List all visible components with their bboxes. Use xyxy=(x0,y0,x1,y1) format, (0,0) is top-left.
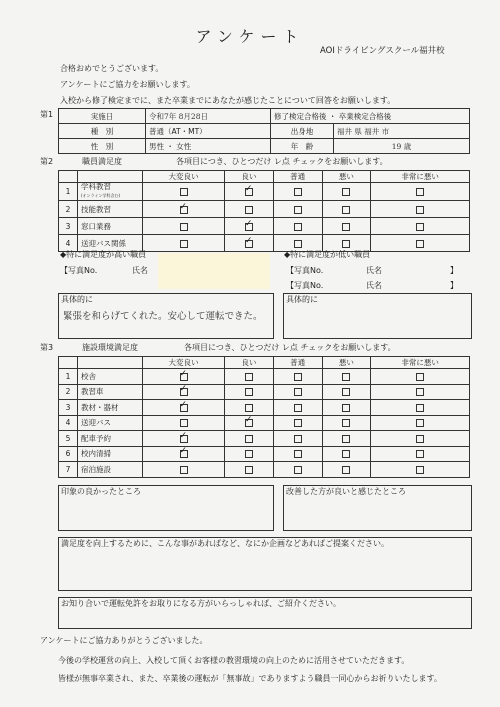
checkbox[interactable] xyxy=(294,223,302,231)
col-good: 良い xyxy=(225,171,274,183)
impl-date-label: 実施日 xyxy=(59,109,146,124)
checkbox[interactable] xyxy=(342,466,350,474)
checkbox[interactable] xyxy=(416,206,424,214)
checkbox[interactable] xyxy=(180,450,188,458)
section2-number: 第2 xyxy=(40,157,54,166)
low-staff-title: ◆特に満足度が低い職員 xyxy=(284,250,371,259)
checkbox[interactable] xyxy=(416,466,424,474)
checkbox[interactable] xyxy=(294,206,302,214)
section1-number: 第1 xyxy=(40,110,54,119)
checkbox[interactable] xyxy=(180,388,188,396)
checkbox[interactable] xyxy=(180,206,188,214)
row-label: 校内清掃 xyxy=(78,446,143,462)
low-close-bracket: 】 xyxy=(450,266,458,275)
table-row xyxy=(59,431,470,447)
row-label: 宿泊施設 xyxy=(78,462,143,478)
row-sublabel: (オンライン学科含む) xyxy=(81,193,121,198)
checkbox[interactable] xyxy=(342,450,350,458)
checkbox[interactable] xyxy=(294,466,302,474)
row-label: 送迎バス関係 xyxy=(78,235,143,252)
high-staff-title: ◆特に満足度が高い職員 xyxy=(60,250,147,259)
section3-instruction: 各項目につき、ひとつだけ レ点 チェックをお願いします。 xyxy=(184,343,396,352)
impression-good-label: 印象の良かったところ xyxy=(61,487,141,496)
checkbox[interactable] xyxy=(294,450,302,458)
greeting-2: アンケートにご協力をお願いします。 xyxy=(60,80,195,89)
low-photo-no: 【写真No. xyxy=(286,266,324,275)
checkbox[interactable] xyxy=(342,419,350,427)
detail-label: 具体的に xyxy=(61,295,93,304)
checkbox[interactable] xyxy=(180,419,188,427)
col-bad: 悪い xyxy=(322,357,371,369)
page-title: アンケート xyxy=(195,27,305,46)
detail-label: 具体的に xyxy=(286,295,318,304)
table-row xyxy=(59,384,470,400)
staff-satisfaction-table xyxy=(58,170,470,252)
row-number: 3 xyxy=(59,218,78,235)
row-label: 校舎 xyxy=(78,369,143,385)
detail-handwriting: 緊張を和らげてくれた。安心して運転できた。 xyxy=(63,311,263,322)
redacted-name xyxy=(158,253,270,289)
checkbox[interactable] xyxy=(416,435,424,443)
col-very-good: 大変良い xyxy=(143,357,225,369)
row-number: 6 xyxy=(59,446,78,462)
table-row xyxy=(59,415,470,431)
referral-box[interactable] xyxy=(58,597,472,629)
kind-label: 種 別 xyxy=(59,124,146,139)
greeting-3: 入校から修了検定までに、また卒業までにあなたが感じたことについて回答をお願いします。 xyxy=(60,96,396,105)
row-number: 1 xyxy=(59,183,78,201)
checkbox[interactable] xyxy=(180,404,188,412)
col-normal: 普通 xyxy=(273,171,322,183)
impression-good-box[interactable] xyxy=(58,485,274,531)
age-value[interactable]: 19 歳 xyxy=(334,139,470,154)
row-number: 5 xyxy=(59,431,78,447)
checkbox[interactable] xyxy=(180,435,188,443)
col-bad: 悪い xyxy=(322,171,371,183)
col-very-bad: 非常に悪い xyxy=(371,357,470,369)
checkbox[interactable] xyxy=(416,388,424,396)
row-label: 配車予約 xyxy=(78,431,143,447)
low-detail-box[interactable] xyxy=(283,293,472,339)
low-close-bracket-2: 】 xyxy=(450,281,458,290)
checkbox[interactable] xyxy=(245,206,253,214)
kind-value[interactable]: 普通（AT・MT） xyxy=(146,124,271,139)
high-name-label: 氏名 xyxy=(132,266,148,275)
checkbox[interactable] xyxy=(245,373,253,381)
suggestion-label: 満足度を向上するために、こんな事があればなど、なにか企画などあればご提案ください。 xyxy=(61,539,389,548)
checkbox[interactable] xyxy=(180,466,188,474)
checkbox[interactable] xyxy=(416,188,424,196)
checkbox[interactable] xyxy=(245,419,253,427)
row-number: 4 xyxy=(59,235,78,252)
checkbox[interactable] xyxy=(416,240,424,248)
checkbox[interactable] xyxy=(245,435,253,443)
school-name: AOIドライビングスクール福井校 xyxy=(320,46,445,56)
row-number: 2 xyxy=(59,384,78,400)
section3-title: 施設環境満足度 xyxy=(82,343,138,352)
low-name-label: 氏名 xyxy=(366,266,382,275)
checkbox[interactable] xyxy=(180,373,188,381)
row-number: 4 xyxy=(59,415,78,431)
facility-satisfaction-table xyxy=(58,356,470,478)
low-photo-no-2: 【写真No. xyxy=(286,281,324,290)
col-good: 良い xyxy=(225,357,274,369)
row-number: 3 xyxy=(59,400,78,416)
info-table xyxy=(58,108,470,154)
row-label: 技能教習 xyxy=(78,201,143,218)
checkbox[interactable] xyxy=(342,188,350,196)
greeting-1: 合格おめでとうございます。 xyxy=(60,64,164,73)
checkbox[interactable] xyxy=(245,450,253,458)
checkbox[interactable] xyxy=(342,388,350,396)
checkbox[interactable] xyxy=(180,188,188,196)
checkbox[interactable] xyxy=(416,373,424,381)
checkbox[interactable] xyxy=(342,404,350,412)
impression-improve-label: 改善した方が良いと感じたところ xyxy=(286,487,406,496)
suggestion-box[interactable] xyxy=(58,537,472,591)
closing-1: アンケートにご協力ありがとうございました。 xyxy=(40,636,208,645)
checkpoint[interactable]: 修了検定合格後 ・ 卒業検定合格後 xyxy=(271,109,470,124)
checkbox[interactable] xyxy=(294,419,302,427)
closing-2: 今後の学校運営の向上、入校して頂くお客様の教習環境の向上のために活用させていただきます。 xyxy=(58,656,410,665)
checkbox[interactable] xyxy=(294,404,302,412)
checkbox[interactable] xyxy=(416,450,424,458)
gender-label: 性 別 xyxy=(59,139,146,154)
col-very-bad: 非常に悪い xyxy=(371,171,470,183)
checkbox[interactable] xyxy=(342,206,350,214)
origin-label: 出身地 xyxy=(271,124,334,139)
checkbox[interactable] xyxy=(294,240,302,248)
row-label: 送迎バス xyxy=(78,415,143,431)
checkbox[interactable] xyxy=(245,223,253,231)
impression-improve-box[interactable] xyxy=(283,485,472,531)
checkbox[interactable] xyxy=(245,388,253,396)
checkbox[interactable] xyxy=(342,435,350,443)
row-label: 学科教習 xyxy=(81,182,111,191)
section2-title: 職員満足度 xyxy=(82,157,122,166)
table-row xyxy=(59,369,470,385)
col-normal: 普通 xyxy=(273,357,322,369)
closing-3: 皆様が無事卒業され、また、卒業後の運転が「無事故」でありますよう職員一同心からお祈りいたします。 xyxy=(58,674,442,683)
table-row xyxy=(59,462,470,478)
checkbox[interactable] xyxy=(416,419,424,427)
table-row xyxy=(59,446,470,462)
referral-label: お知り合いで運転免許をお取りになる方がいらっしゃれば、ご紹介ください。 xyxy=(61,599,341,608)
impl-date-value[interactable]: 令和7年 8月28日 xyxy=(146,109,271,124)
high-detail-box[interactable] xyxy=(58,293,274,339)
checkbox[interactable] xyxy=(180,223,188,231)
row-number: 2 xyxy=(59,201,78,218)
gender-value[interactable]: 男性 ・ 女性 xyxy=(146,139,271,154)
checkbox[interactable] xyxy=(416,404,424,412)
checkbox[interactable] xyxy=(342,240,350,248)
checkbox[interactable] xyxy=(245,404,253,412)
section3-number: 第3 xyxy=(40,343,54,352)
checkbox[interactable] xyxy=(294,188,302,196)
checkbox[interactable] xyxy=(245,466,253,474)
checkbox[interactable] xyxy=(245,240,253,248)
row-label: 教習車 xyxy=(78,384,143,400)
checkbox[interactable] xyxy=(294,388,302,396)
row-label: 窓口業務 xyxy=(78,218,143,235)
checkbox[interactable] xyxy=(416,223,424,231)
table-row xyxy=(59,400,470,416)
section2-instruction: 各項目につき、ひとつだけ レ点 チェックをお願いします。 xyxy=(176,157,388,166)
checkbox[interactable] xyxy=(342,223,350,231)
checkbox[interactable] xyxy=(294,373,302,381)
row-number: 7 xyxy=(59,462,78,478)
age-label: 年 齢 xyxy=(271,139,334,154)
low-name-label-2: 氏名 xyxy=(366,281,382,290)
checkbox[interactable] xyxy=(342,373,350,381)
row-label: 教材・器材 xyxy=(78,400,143,416)
origin-value[interactable]: 福井 県 福井 市 xyxy=(334,124,470,139)
col-very-good: 大変良い xyxy=(143,171,225,183)
checkbox[interactable] xyxy=(180,240,188,248)
checkbox[interactable] xyxy=(294,435,302,443)
checkbox[interactable] xyxy=(245,188,253,196)
row-number: 1 xyxy=(59,369,78,385)
high-photo-no: 【写真No. xyxy=(60,266,98,275)
